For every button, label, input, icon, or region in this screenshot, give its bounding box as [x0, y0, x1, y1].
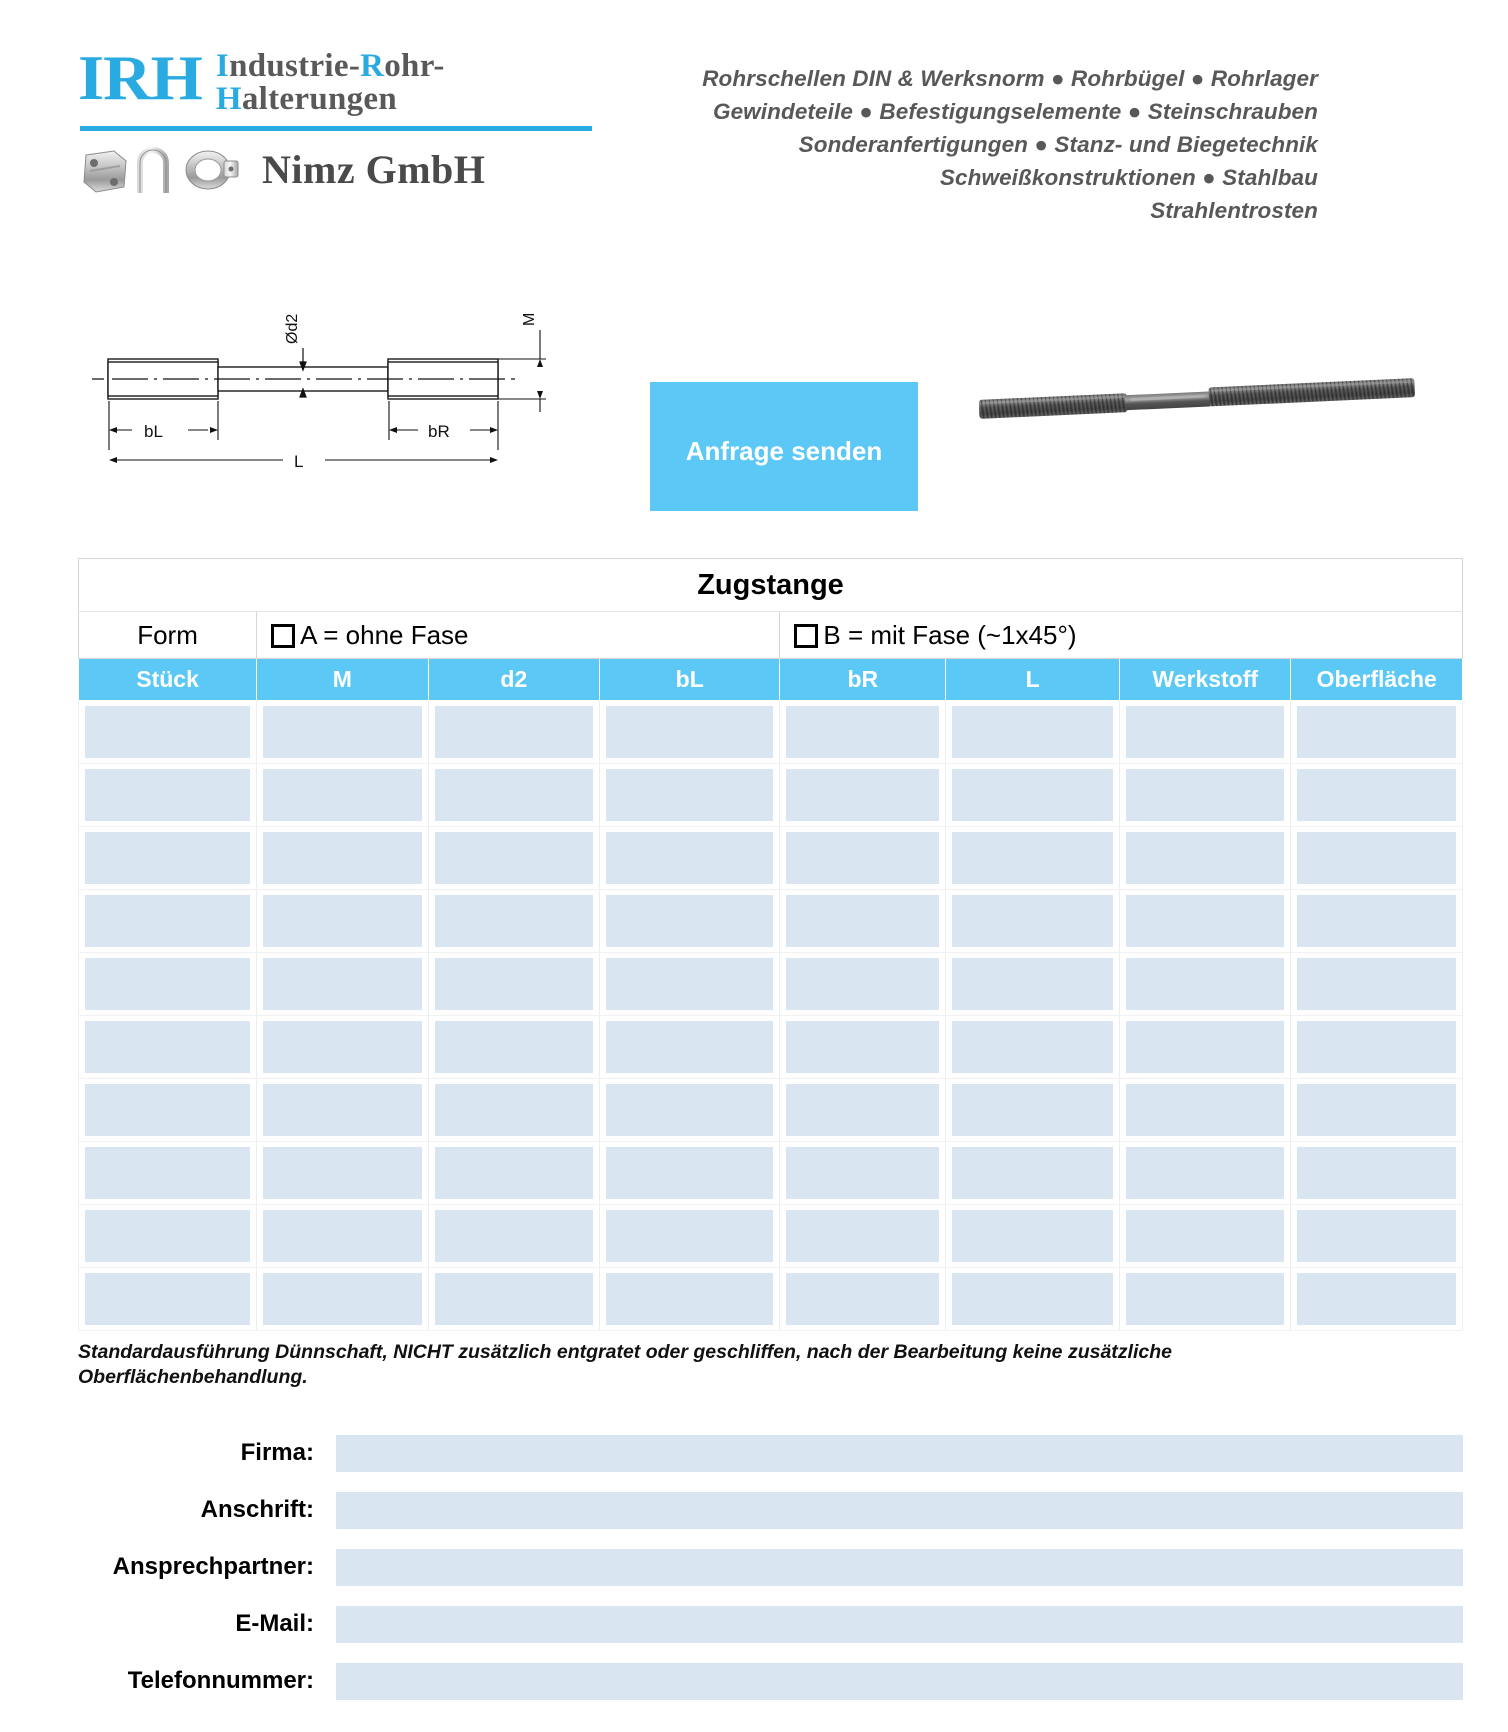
logo-line1-initial: I: [215, 48, 230, 84]
table-cell: [946, 1268, 1120, 1331]
cell-input-m[interactable]: [263, 832, 421, 884]
column-header-l: L: [946, 659, 1120, 701]
cell-input-d2[interactable]: [435, 958, 593, 1010]
drawing-label-br: bR: [428, 422, 450, 441]
table-cell: [428, 1142, 599, 1205]
cell-input-stück[interactable]: [85, 958, 250, 1010]
table-row: [79, 701, 1463, 764]
cell-input-m[interactable]: [263, 706, 421, 758]
table-cell: [600, 1079, 780, 1142]
table-cell: [428, 827, 599, 890]
cell-input-stück[interactable]: [85, 706, 250, 758]
checkbox-form-a[interactable]: [271, 624, 295, 648]
cell-input-m[interactable]: [263, 958, 421, 1010]
table-cell: [946, 827, 1120, 890]
cell-input-werkstoff[interactable]: [1126, 769, 1284, 821]
cell-input-oberfläche[interactable]: [1297, 706, 1456, 758]
cell-input-l[interactable]: [952, 1210, 1113, 1262]
table-row: [79, 1142, 1463, 1205]
table-title: Zugstange: [79, 559, 1463, 612]
cell-input-l[interactable]: [952, 1084, 1113, 1136]
table-cell: [257, 1268, 428, 1331]
cell-input-stück[interactable]: [85, 1273, 250, 1325]
cell-input-m[interactable]: [263, 895, 421, 947]
table-cell: [946, 764, 1120, 827]
table-cell: [79, 1079, 257, 1142]
pipe-clamp-icons: [78, 143, 246, 197]
table-cell: [428, 890, 599, 953]
cell-input-bl[interactable]: [606, 1084, 773, 1136]
cell-input-oberfläche[interactable]: [1297, 1084, 1456, 1136]
cell-input-stück[interactable]: [85, 1084, 250, 1136]
table-cell: [1120, 764, 1291, 827]
cell-input-m[interactable]: [263, 1273, 421, 1325]
logo-company-name: Nimz GmbH: [262, 147, 486, 192]
column-header-d2: d2: [428, 659, 599, 701]
table-row: [79, 827, 1463, 890]
table-cell: [1120, 1268, 1291, 1331]
cell-input-stück[interactable]: [85, 1147, 250, 1199]
table-cell: [600, 1268, 780, 1331]
cell-input-bl[interactable]: [606, 958, 773, 1010]
table-cell: [79, 1205, 257, 1268]
table-cell: [600, 1205, 780, 1268]
table-cell: [79, 827, 257, 890]
table-cell: [946, 701, 1120, 764]
table-cell: [257, 1205, 428, 1268]
company-logo: [78, 42, 638, 192]
cell-input-m[interactable]: [263, 1210, 421, 1262]
page-header: [0, 0, 1508, 250]
cell-input-werkstoff[interactable]: [1126, 1084, 1284, 1136]
cell-input-m[interactable]: [263, 1147, 421, 1199]
column-header-m: M: [257, 659, 428, 701]
table-cell: [600, 953, 780, 1016]
contact-label: Telefonnummer:: [127, 1667, 314, 1694]
table-cell: [1120, 953, 1291, 1016]
cell-input-m[interactable]: [263, 1084, 421, 1136]
cell-input-bl[interactable]: [606, 1273, 773, 1325]
cell-input-br[interactable]: [786, 1021, 939, 1073]
logo-line2-a: alterungen: [241, 81, 398, 117]
cell-input-d2[interactable]: [435, 832, 593, 884]
contact-label: Ansprechpartner:: [112, 1553, 314, 1580]
table-cell: [946, 953, 1120, 1016]
drawing-label-bl: bL: [144, 422, 163, 441]
cell-input-bl[interactable]: [606, 895, 773, 947]
table-row: [79, 1079, 1463, 1142]
drawing-label-l: L: [294, 452, 304, 471]
table-cell: [79, 764, 257, 827]
logo-wordmark: [216, 50, 445, 116]
cell-input-bl[interactable]: [606, 1147, 773, 1199]
table-cell: [600, 827, 780, 890]
technical-drawing: [78, 300, 578, 485]
contact-label: Firma:: [240, 1439, 314, 1466]
table-cell: [1120, 1016, 1291, 1079]
cell-input-br[interactable]: [786, 706, 939, 758]
table-cell: [600, 764, 780, 827]
contact-input[interactable]: [336, 1663, 1463, 1700]
cell-input-stück[interactable]: [85, 832, 250, 884]
logo-line2-initial: H: [215, 81, 242, 117]
cell-input-l[interactable]: [952, 958, 1113, 1010]
form-option-a-label: A = ohne Fase: [300, 619, 469, 650]
table-cell: [428, 1205, 599, 1268]
cell-input-br[interactable]: [786, 1084, 939, 1136]
table-cell: [946, 1016, 1120, 1079]
table-cell: [428, 1268, 599, 1331]
table-cell: [780, 701, 946, 764]
table-cell: [780, 953, 946, 1016]
table-cell: [780, 1205, 946, 1268]
cell-input-d2[interactable]: [435, 895, 593, 947]
table-cell: [780, 1079, 946, 1142]
table-cell: [257, 764, 428, 827]
contact-row: [78, 1482, 1463, 1538]
cell-input-werkstoff[interactable]: [1126, 1273, 1284, 1325]
standard-execution-note: Standardausführung Dünnschaft, NICHT zusätzlich entgratet oder geschliffen, nach der Bearbeitung keine zusätzliche Oberflächenbehandlung.: [78, 1341, 1172, 1388]
cell-input-bl[interactable]: [606, 706, 773, 758]
table-cell: [428, 1079, 599, 1142]
table-cell: [257, 827, 428, 890]
cell-input-werkstoff[interactable]: [1126, 832, 1284, 884]
cell-input-br[interactable]: [786, 958, 939, 1010]
contact-row: [78, 1596, 1463, 1652]
cell-input-m[interactable]: [263, 1021, 421, 1073]
cell-input-d2[interactable]: [435, 1273, 593, 1325]
table-cell: [600, 890, 780, 953]
drawing-label-d2: Ød2: [284, 313, 301, 344]
table-row: [79, 1016, 1463, 1079]
logo-irh-mark: IRH: [78, 42, 202, 113]
contact-label: Anschrift:: [200, 1496, 314, 1523]
table-cell: [1291, 1205, 1463, 1268]
table-cell: [780, 1268, 946, 1331]
logo-line1-b: ohr-: [384, 48, 445, 84]
form-option-b-label: B = mit Fase (~1x45°): [823, 619, 1077, 650]
logo-divider-rule: [80, 126, 592, 131]
table-cell: [257, 1142, 428, 1205]
contact-input[interactable]: [336, 1435, 1463, 1472]
tagline-line-4: Schweißkonstruktionen ● Stahlbau: [939, 165, 1318, 190]
table-cell: [79, 701, 257, 764]
form-selection-row: [79, 612, 1463, 659]
table-cell: [1291, 764, 1463, 827]
table-cell: [79, 890, 257, 953]
table-cell: [79, 1142, 257, 1205]
cell-input-l[interactable]: [952, 1147, 1113, 1199]
table-cell: [600, 1142, 780, 1205]
cell-input-stück[interactable]: [85, 769, 250, 821]
order-table: [78, 558, 1463, 1331]
cell-input-werkstoff[interactable]: [1126, 895, 1284, 947]
table-cell: [428, 764, 599, 827]
table-cell: [257, 1079, 428, 1142]
table-cell: [1120, 890, 1291, 953]
tagline-line-2: Gewindeteile ● Befestigungselemente ● Steinschrauben: [712, 99, 1318, 124]
table-cell: [79, 1268, 257, 1331]
table-cell: [780, 890, 946, 953]
column-header-werkstoff: Werkstoff: [1120, 659, 1291, 701]
header-tagline: [558, 62, 1318, 227]
cell-input-d2[interactable]: [435, 706, 593, 758]
cell-input-stück[interactable]: [85, 1021, 250, 1073]
cell-input-l[interactable]: [952, 895, 1113, 947]
table-row: [79, 953, 1463, 1016]
table-row: [79, 890, 1463, 953]
table-cell: [1291, 1268, 1463, 1331]
product-photo-threaded-rod: [975, 378, 1420, 423]
cell-input-l[interactable]: [952, 706, 1113, 758]
table-cell: [1120, 827, 1291, 890]
table-cell: [1120, 1205, 1291, 1268]
table-cell: [1291, 953, 1463, 1016]
cell-input-oberfläche[interactable]: [1297, 1273, 1456, 1325]
cell-input-d2[interactable]: [435, 769, 593, 821]
table-row: [79, 1205, 1463, 1268]
cell-input-bl[interactable]: [606, 1021, 773, 1073]
table-cell: [1291, 1079, 1463, 1142]
table-row: [79, 1268, 1463, 1331]
table-cell: [946, 890, 1120, 953]
cell-input-bl[interactable]: [606, 1210, 773, 1262]
cell-input-bl[interactable]: [606, 832, 773, 884]
table-row: [79, 764, 1463, 827]
cell-input-m[interactable]: [263, 769, 421, 821]
table-cell: [257, 890, 428, 953]
cell-input-d2[interactable]: [435, 1021, 593, 1073]
cell-input-stück[interactable]: [85, 1210, 250, 1262]
table-cell: [428, 701, 599, 764]
tagline-line-5: Strahlentrosten: [1150, 198, 1318, 223]
checkbox-form-b[interactable]: [794, 624, 818, 648]
contact-input[interactable]: [336, 1549, 1463, 1586]
cell-input-l[interactable]: [952, 1273, 1113, 1325]
cell-input-br[interactable]: [786, 1147, 939, 1199]
table-cell: [600, 1016, 780, 1079]
table-cell: [257, 1016, 428, 1079]
cell-input-oberfläche[interactable]: [1297, 1210, 1456, 1262]
cell-input-l[interactable]: [952, 832, 1113, 884]
cell-input-werkstoff[interactable]: [1126, 1021, 1284, 1073]
form-option-a[interactable]: [257, 612, 780, 659]
cell-input-oberfläche[interactable]: [1297, 895, 1456, 947]
table-cell: [946, 1205, 1120, 1268]
tagline-line-1: Rohrschellen DIN & Werksnorm ● Rohrbügel ● Rohrlager: [702, 66, 1318, 91]
table-cell: [1291, 1142, 1463, 1205]
contact-input[interactable]: [336, 1492, 1463, 1529]
cell-input-l[interactable]: [952, 769, 1113, 821]
table-cell: [946, 1079, 1120, 1142]
table-cell: [780, 827, 946, 890]
cell-input-bl[interactable]: [606, 769, 773, 821]
table-cell: [1291, 701, 1463, 764]
table-cell: [1291, 1016, 1463, 1079]
column-header-br: bR: [780, 659, 946, 701]
cell-input-d2[interactable]: [435, 1084, 593, 1136]
form-label: Form: [79, 612, 257, 659]
cell-input-oberfläche[interactable]: [1297, 769, 1456, 821]
table-cell: [428, 953, 599, 1016]
cell-input-br[interactable]: [786, 1273, 939, 1325]
tagline-line-3: Sonderanfertigungen ● Stanz- und Biegetechnik: [798, 132, 1318, 157]
cell-input-oberfläche[interactable]: [1297, 832, 1456, 884]
table-cell: [1291, 890, 1463, 953]
cell-input-l[interactable]: [952, 1021, 1113, 1073]
contact-row: [78, 1653, 1463, 1709]
cell-input-oberfläche[interactable]: [1297, 1147, 1456, 1199]
contact-form: [78, 1425, 1463, 1710]
cell-input-stück[interactable]: [85, 895, 250, 947]
table-cell: [1120, 1079, 1291, 1142]
cell-input-d2[interactable]: [435, 1147, 593, 1199]
table-column-header-row: [79, 659, 1463, 701]
cell-input-br[interactable]: [786, 832, 939, 884]
table-cell: [79, 953, 257, 1016]
cell-input-oberfläche[interactable]: [1297, 958, 1456, 1010]
cell-input-d2[interactable]: [435, 1210, 593, 1262]
table-body: [79, 701, 1463, 1331]
cell-input-werkstoff[interactable]: [1126, 1147, 1284, 1199]
table-cell: [1291, 827, 1463, 890]
logo-line1-a: ndustrie-: [229, 48, 361, 84]
column-header-bl: bL: [600, 659, 780, 701]
cell-input-werkstoff[interactable]: [1126, 706, 1284, 758]
cell-input-oberfläche[interactable]: [1297, 1021, 1456, 1073]
table-cell: [1120, 701, 1291, 764]
contact-input[interactable]: [336, 1606, 1463, 1643]
table-cell: [780, 764, 946, 827]
table-cell: [780, 1016, 946, 1079]
cell-input-werkstoff[interactable]: [1126, 958, 1284, 1010]
logo-line1-initial2: R: [360, 48, 385, 84]
table-cell: [257, 953, 428, 1016]
cell-input-br[interactable]: [786, 895, 939, 947]
table-cell: [600, 701, 780, 764]
table-cell: [428, 1016, 599, 1079]
send-inquiry-button[interactable]: Anfrage senden: [650, 382, 918, 511]
table-cell: [780, 1142, 946, 1205]
drawing-label-m: M: [521, 312, 538, 326]
column-header-oberflaeche: Oberfläche: [1291, 659, 1463, 701]
table-cell: [1120, 1142, 1291, 1205]
table-cell: [79, 1016, 257, 1079]
cell-input-br[interactable]: [786, 1210, 939, 1262]
cell-input-werkstoff[interactable]: [1126, 1210, 1284, 1262]
column-header-stueck: Stück: [79, 659, 257, 701]
form-option-b[interactable]: [780, 612, 1463, 659]
cell-input-br[interactable]: [786, 769, 939, 821]
table-cell: [946, 1142, 1120, 1205]
contact-label: E-Mail:: [235, 1610, 314, 1637]
contact-row: [78, 1425, 1463, 1481]
contact-row: [78, 1539, 1463, 1595]
table-cell: [257, 701, 428, 764]
